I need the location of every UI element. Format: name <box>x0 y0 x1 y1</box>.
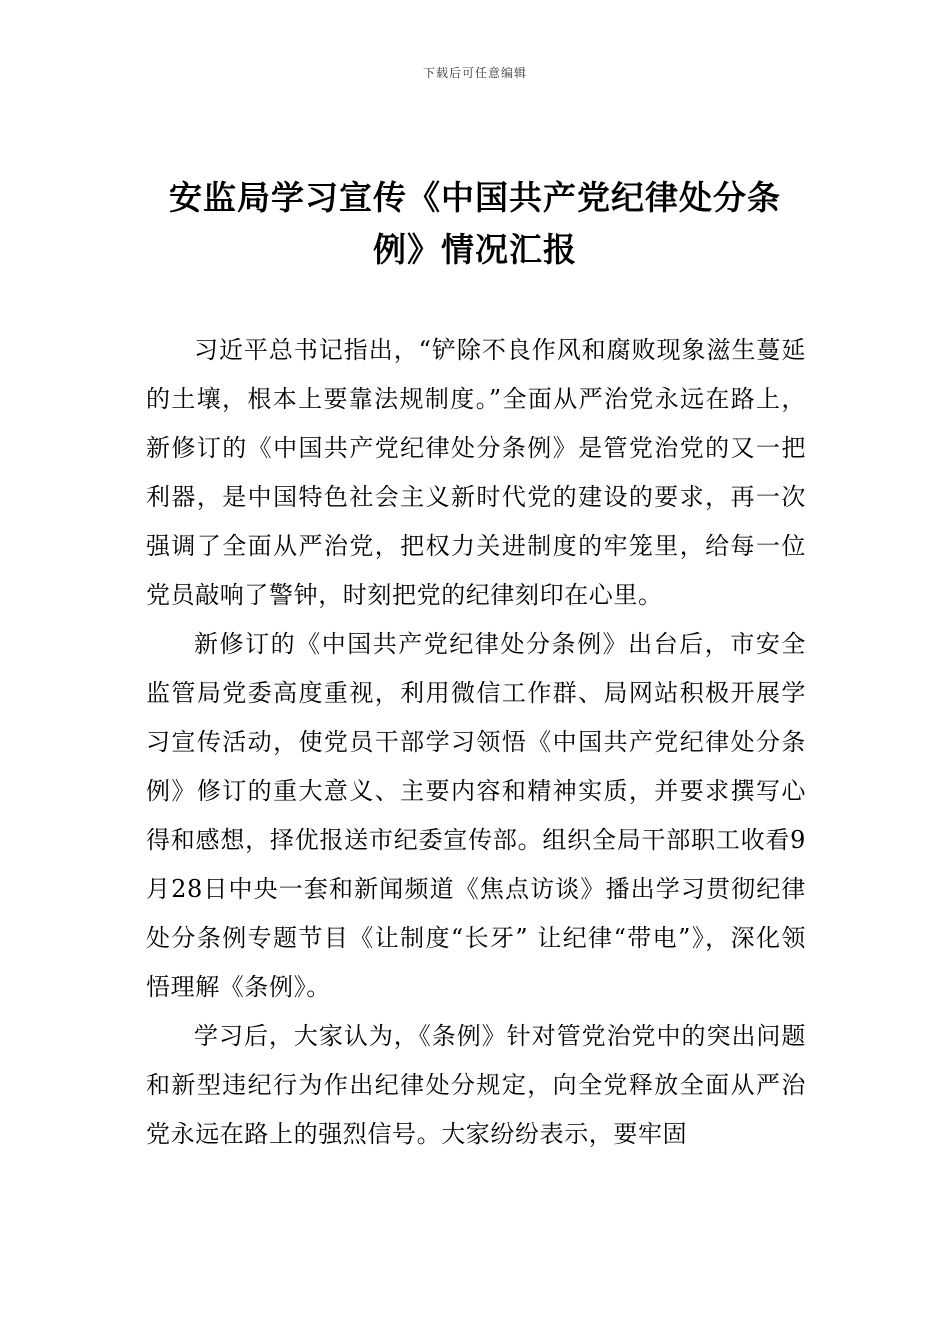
header-note: 下载后可任意编辑 <box>422 66 527 80</box>
document-body <box>146 326 806 1159</box>
paragraph-1: 习近平总书记指出，“铲除不良作风和腐败现象滋生蔓延的土壤，根本上要靠法规制度。”全面从严治党永远在路上，新修订的《中国共产党纪律处分条例》是管党治党的又一把利器，是中国特色社会主义新时代党的建设的要求，再一次强调了全面从严治党，把权力关进制度的牢笼里，给每一位党员敲响了警钟，时刻把党的纪律刻印在心里。 <box>146 336 806 609</box>
paragraph-3: 学习后，大家认为，《条例》针对管党治党中的突出问题和新型违纪行为作出纪律处分规定，向全党释放全面从严治党永远在路上的强烈信号。大家纷纷表示，要牢固 <box>146 1022 806 1148</box>
document-title: 安监局学习宣传《中国共产党纪律处分条例》情况汇报 <box>169 178 781 269</box>
paragraph-2: 新修订的《中国共产党纪律处分条例》出台后，市安全监管局党委高度重视，利用微信工作群、局网站积极开展学习宣传活动，使党员干部学习领悟《中国共产党纪律处分条例》修订的重大意义、主要内容和精神实质，并要求撰写心得和感想，择优报送市纪委宣传部。组织全局干部职工收看9月28日中央一套和新闻频道《焦点访谈》播出学习贯彻纪律处分条例专题节目《让制度“长牙” 让纪律“带电”》，深化领悟理解《条例》。 <box>146 630 806 1001</box>
